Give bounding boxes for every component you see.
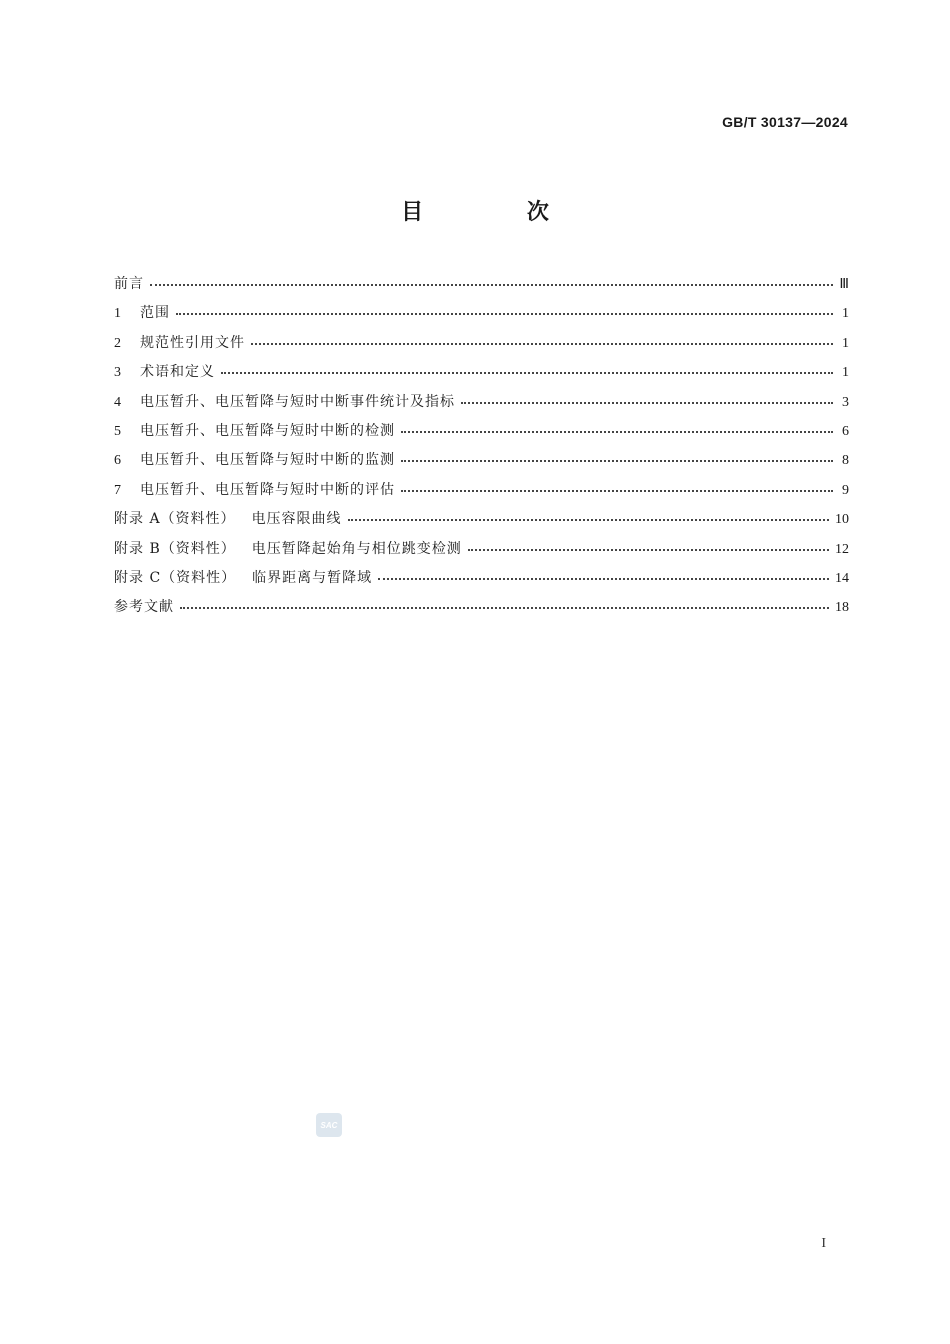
toc-entry-annex-a[interactable] — [114, 505, 849, 534]
toc-entry-page: 3 — [842, 394, 849, 410]
standard-number: GB/T 30137—2024 — [722, 114, 848, 130]
toc-entry-label: 电压暂升、电压暂降与短时中断的评估 — [140, 481, 395, 498]
page-number: I — [821, 1236, 826, 1251]
toc-entry-number: 7 — [114, 482, 121, 498]
toc-entry-page: 1 — [842, 365, 849, 381]
toc-entry-annex-c[interactable] — [114, 564, 849, 593]
toc-entry-label: 电压暂升、电压暂降与短时中断的监测 — [140, 452, 395, 469]
toc-entry-page: 9 — [842, 482, 849, 498]
toc-entry-number: 1 — [114, 306, 121, 322]
toc-entry-page: 12 — [835, 541, 849, 557]
toc-entry-page: 6 — [842, 423, 849, 439]
toc-entry-number: 5 — [114, 423, 121, 439]
toc-entry-number: 6 — [114, 453, 121, 469]
toc-entry-number: 3 — [114, 365, 121, 381]
toc-entry-2[interactable] — [114, 329, 849, 358]
toc-entry-page: 8 — [842, 453, 849, 469]
toc-entry-label: 电压暂升、电压暂降与短时中断的检测 — [140, 422, 395, 439]
toc-entry-bibliography[interactable] — [114, 593, 849, 622]
toc-entry-page: Ⅲ — [839, 277, 849, 292]
toc-entry-label: 临界距离与暂降域 — [252, 569, 373, 586]
dot-leader — [150, 274, 833, 288]
toc-entry-label: 电压暂升、电压暂降与短时中断事件统计及指标 — [140, 393, 455, 410]
toc-entry-label: 参考文献 — [114, 599, 174, 616]
toc-entry-page: 1 — [842, 306, 849, 322]
toc-entry-label: 电压暂降起始角与相位跳变检测 — [251, 540, 462, 557]
page-title: 目 次 — [401, 200, 597, 225]
sac-logo-icon — [316, 1113, 342, 1137]
watermark-text: SAC — [320, 1120, 338, 1130]
toc-entry-label: 范围 — [140, 305, 170, 322]
dot-leader — [461, 392, 833, 406]
toc-entry-label: 前言 — [114, 276, 144, 292]
dot-leader — [468, 539, 829, 553]
dot-leader — [180, 597, 829, 611]
toc-entry-7[interactable] — [114, 476, 849, 505]
dot-leader — [221, 362, 833, 376]
toc-entry-foreword[interactable] — [114, 270, 849, 299]
toc-entry-page: 1 — [842, 335, 849, 351]
toc-entry-label: 术语和定义 — [140, 364, 215, 381]
table-of-contents — [114, 270, 849, 623]
dot-leader — [401, 480, 833, 494]
toc-entry-5[interactable] — [114, 417, 849, 446]
toc-entry-6[interactable] — [114, 446, 849, 475]
dot-leader — [378, 568, 829, 582]
toc-entry-page: 10 — [835, 512, 849, 528]
toc-entry-page: 14 — [835, 570, 849, 586]
toc-annex-prefix: 附录 B（资料性） — [114, 540, 236, 557]
toc-entry-label: 规范性引用文件 — [140, 334, 245, 351]
toc-entry-3[interactable] — [114, 358, 849, 387]
toc-entry-number: 2 — [114, 335, 121, 351]
toc-annex-prefix: 附录 C（资料性） — [114, 569, 237, 586]
toc-annex-prefix: 附录 A（资料性） — [114, 511, 236, 528]
dot-leader — [348, 509, 829, 523]
dot-leader — [401, 421, 833, 435]
toc-entry-annex-b[interactable] — [114, 535, 849, 564]
toc-entry-1[interactable] — [114, 299, 849, 328]
toc-entry-page: 18 — [835, 600, 849, 616]
dot-leader — [401, 450, 833, 464]
toc-entry-4[interactable] — [114, 388, 849, 417]
dot-leader — [176, 303, 833, 317]
toc-entry-number: 4 — [114, 394, 121, 410]
dot-leader — [251, 333, 833, 347]
toc-entry-label: 电压容限曲线 — [251, 511, 342, 528]
